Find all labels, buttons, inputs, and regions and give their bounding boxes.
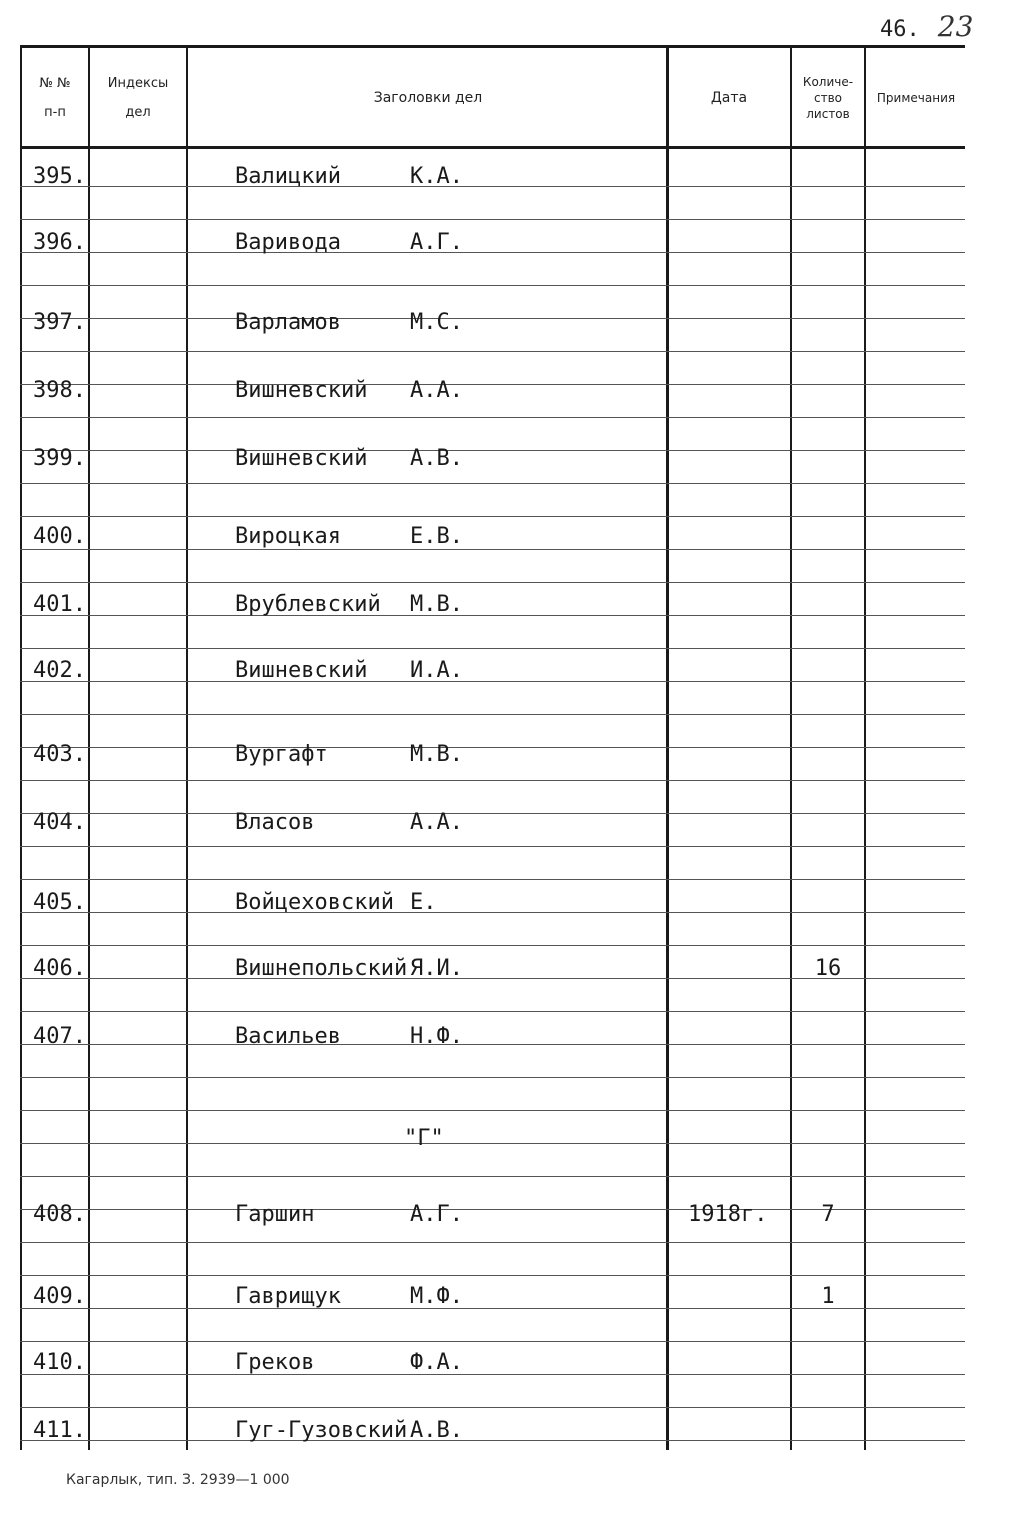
row-surname: Вишневский [235, 378, 368, 403]
table-row [0, 956, 1024, 986]
ruled-line [20, 1143, 965, 1144]
table-row [0, 446, 1024, 476]
row-date: 1918г. [688, 1202, 768, 1227]
row-initials: М.С. [410, 310, 463, 335]
row-surname: Варивода [235, 230, 341, 255]
row-surname: Греков [235, 1350, 315, 1375]
row-number: 403. [33, 742, 86, 767]
row-initials: А.Г. [410, 230, 463, 255]
header-number-line2: п-п [44, 105, 66, 120]
row-surname: Вишневский [235, 446, 368, 471]
row-initials: А.А. [410, 810, 463, 835]
row-initials: Ф.А. [410, 1350, 463, 1375]
row-surname: Гаршин [235, 1202, 315, 1227]
ruled-line [20, 1077, 965, 1078]
row-initials: А.Г. [410, 1202, 463, 1227]
table-row [0, 890, 1024, 920]
row-sheet-count: 1 [821, 1284, 835, 1309]
ruled-line [20, 945, 965, 946]
table-row [0, 230, 1024, 260]
row-initials: А.А. [410, 378, 463, 403]
row-number: 407. [33, 1024, 86, 1049]
row-surname: Войцеховский [235, 890, 394, 915]
row-number: 398. [33, 378, 86, 403]
row-number: 408. [33, 1202, 86, 1227]
row-surname: Вургафт [235, 742, 328, 767]
ruled-line [20, 1110, 965, 1111]
row-sheet-count: 16 [814, 956, 842, 981]
row-initials: А.В. [410, 446, 463, 471]
row-number: 411. [33, 1418, 86, 1443]
table-row [0, 1350, 1024, 1380]
header-number [22, 52, 88, 144]
header-count-line1: Количе- [802, 75, 854, 89]
row-initials: К.А. [410, 164, 463, 189]
row-initials: Е. [410, 890, 437, 915]
row-surname: Вишневский [235, 658, 368, 683]
ruled-line [20, 1275, 965, 1276]
row-surname: Врублевский [235, 592, 381, 617]
header-top-rule [20, 45, 965, 48]
ruled-line [20, 219, 965, 220]
ruled-line [20, 483, 965, 484]
header-date: Дата [710, 90, 748, 106]
header-index-line2: дел [125, 105, 151, 120]
table-row [0, 1202, 1024, 1232]
header-index [90, 52, 186, 144]
table-row [0, 310, 1024, 340]
row-surname: Гуг-Гузовский [235, 1418, 408, 1443]
ruled-line [20, 846, 965, 847]
row-initials: М.Ф. [410, 1284, 463, 1309]
table-row [0, 810, 1024, 840]
ruled-line [20, 1011, 965, 1012]
row-surname: Власов [235, 810, 315, 835]
row-surname: Валицкий [235, 164, 341, 189]
header-title: Заголовки дел [373, 90, 483, 106]
row-number: 396. [33, 230, 86, 255]
row-number: 400. [33, 524, 86, 549]
row-number: 405. [33, 890, 86, 915]
ruled-line [20, 780, 965, 781]
ruled-line [20, 1242, 965, 1243]
table-row [0, 1284, 1024, 1314]
table-row [0, 742, 1024, 772]
ruled-line [20, 516, 965, 517]
row-initials: М.В. [410, 592, 463, 617]
table-row [0, 524, 1024, 554]
header-count-line3: листов [806, 107, 850, 121]
row-initials: Е.В. [410, 524, 463, 549]
printer-footer: Кагарлык, тип. З. 2939—1 000 [66, 1472, 290, 1488]
row-initials: Я.И. [410, 956, 463, 981]
ruled-line [20, 582, 965, 583]
row-initials: Н.Ф. [410, 1024, 463, 1049]
header-number-line1: № № [39, 76, 71, 91]
section-letter: "Г" [404, 1126, 444, 1151]
ruled-line [20, 714, 965, 715]
row-surname: Вироцкая [235, 524, 341, 549]
table-row [0, 592, 1024, 622]
table-row [0, 1024, 1024, 1054]
row-surname: Гаврищук [235, 1284, 341, 1309]
row-number: 399. [33, 446, 86, 471]
header-bottom-rule [20, 146, 965, 149]
page-number [880, 10, 973, 43]
ruled-line [20, 648, 965, 649]
header-count-line2: ство [813, 91, 842, 105]
row-number: 409. [33, 1284, 86, 1309]
row-number: 410. [33, 1350, 86, 1375]
ruled-line [20, 417, 965, 418]
row-surname: Варламов [235, 310, 341, 335]
row-number: 404. [33, 810, 86, 835]
row-initials: М.В. [410, 742, 463, 767]
row-number: 397. [33, 310, 86, 335]
table-row [0, 164, 1024, 194]
row-initials: А.В. [410, 1418, 463, 1443]
row-initials: И.А. [410, 658, 463, 683]
row-sheet-count: 7 [821, 1202, 835, 1227]
row-number: 406. [33, 956, 86, 981]
ruled-line [20, 1341, 965, 1342]
header-notes: Примечания [876, 91, 956, 105]
ruled-line [20, 1176, 965, 1177]
row-number: 402. [33, 658, 86, 683]
table-row [0, 378, 1024, 408]
row-surname: Вишнепольский [235, 956, 408, 981]
header-count [792, 52, 864, 144]
ruled-line [20, 1407, 965, 1408]
ruled-line [20, 351, 965, 352]
ruled-line [20, 879, 965, 880]
page-number-typed: 46. [880, 17, 920, 42]
row-surname: Васильев [235, 1024, 341, 1049]
table-row [0, 1418, 1024, 1448]
row-number: 401. [33, 592, 86, 617]
page-number-handwritten: 23 [937, 10, 974, 43]
table-row [0, 658, 1024, 688]
row-number: 395. [33, 164, 86, 189]
header-index-line1: Индексы [107, 76, 169, 91]
ruled-line [20, 285, 965, 286]
